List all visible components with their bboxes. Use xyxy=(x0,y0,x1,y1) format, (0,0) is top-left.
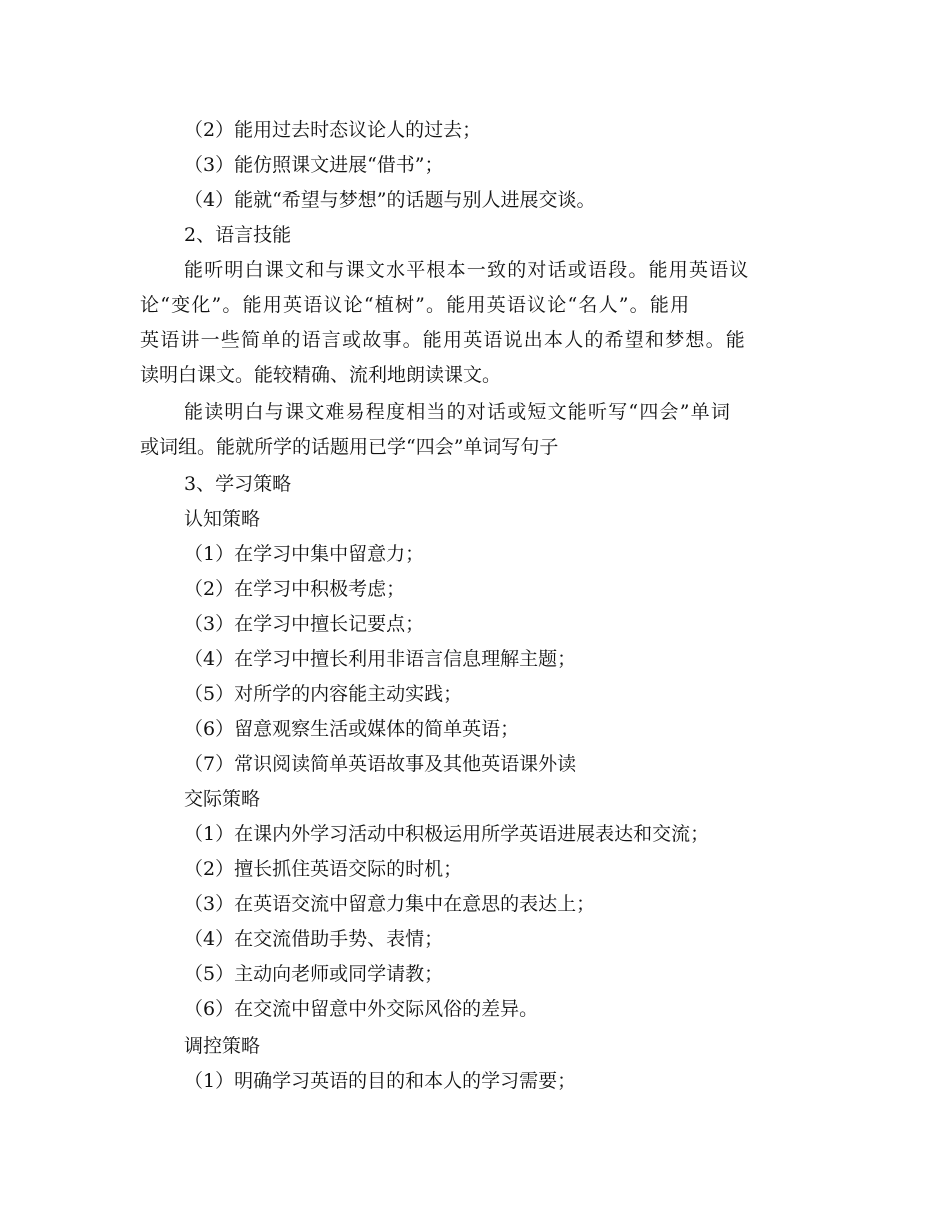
subsection-heading: 调控策略 xyxy=(184,1035,261,1057)
paragraph-line: 读明白课文。能较精确、流利地朗读课文。 xyxy=(140,364,502,386)
list-item: （1）明确学习英语的目的和本人的学习需要； xyxy=(184,1070,577,1092)
list-item: （6）留意观察生活或媒体的简单英语； xyxy=(184,718,520,740)
paragraph-line: 或词组。能就所学的话题用已学“四会”单词写句子 xyxy=(140,436,559,458)
list-item: （1）在课内外学习活动中积极运用所学英语进展表达和交流； xyxy=(184,823,710,845)
list-item: （2）在学习中积极考虑； xyxy=(184,578,406,600)
section-heading: 2、语言技能 xyxy=(184,224,292,246)
list-item: （6）在交流中留意中外交际风俗的差异。 xyxy=(184,998,539,1020)
list-item: （1）在学习中集中留意力； xyxy=(184,543,425,565)
text-line: （2）能用过去时态议论人的过去； xyxy=(184,119,482,141)
paragraph-line: 论“变化”。能用英语议论“植树”。能用英语议论“名人”。能用 xyxy=(140,294,691,316)
text-line: （3）能仿照课文进展“借书”； xyxy=(184,154,444,176)
paragraph-line: 能读明白与课文难易程度相当的对话或短文能听写“四会”单词 xyxy=(184,401,732,423)
subsection-heading: 交际策略 xyxy=(184,788,261,810)
list-item: （5）主动向老师或同学请教； xyxy=(184,963,444,985)
list-item: （4）在交流借助手势、表情； xyxy=(184,928,444,950)
list-item: （3）在学习中擅长记要点； xyxy=(184,613,425,635)
subsection-heading: 认知策略 xyxy=(184,508,261,530)
paragraph-line: 英语讲一些简单的语言或故事。能用英语说出本人的希望和梦想。能 xyxy=(140,329,747,351)
list-item: （3）在英语交流中留意力集中在意思的表达上； xyxy=(184,893,596,915)
paragraph-line: 能听明白课文和与课文水平根本一致的对话或语段。能用英语议 xyxy=(184,259,750,281)
text-line: （4）能就“希望与梦想”的话题与别人进展交谈。 xyxy=(184,189,596,211)
list-item: （2）擅长抓住英语交际的时机； xyxy=(184,858,463,880)
list-item: （4）在学习中擅长利用非语言信息理解主题； xyxy=(184,648,577,670)
section-heading: 3、学习策略 xyxy=(184,473,292,495)
list-item: （5）对所学的内容能主动实践； xyxy=(184,683,463,705)
list-item: （7）常识阅读简单英语故事及其他英语课外读 xyxy=(184,753,577,775)
